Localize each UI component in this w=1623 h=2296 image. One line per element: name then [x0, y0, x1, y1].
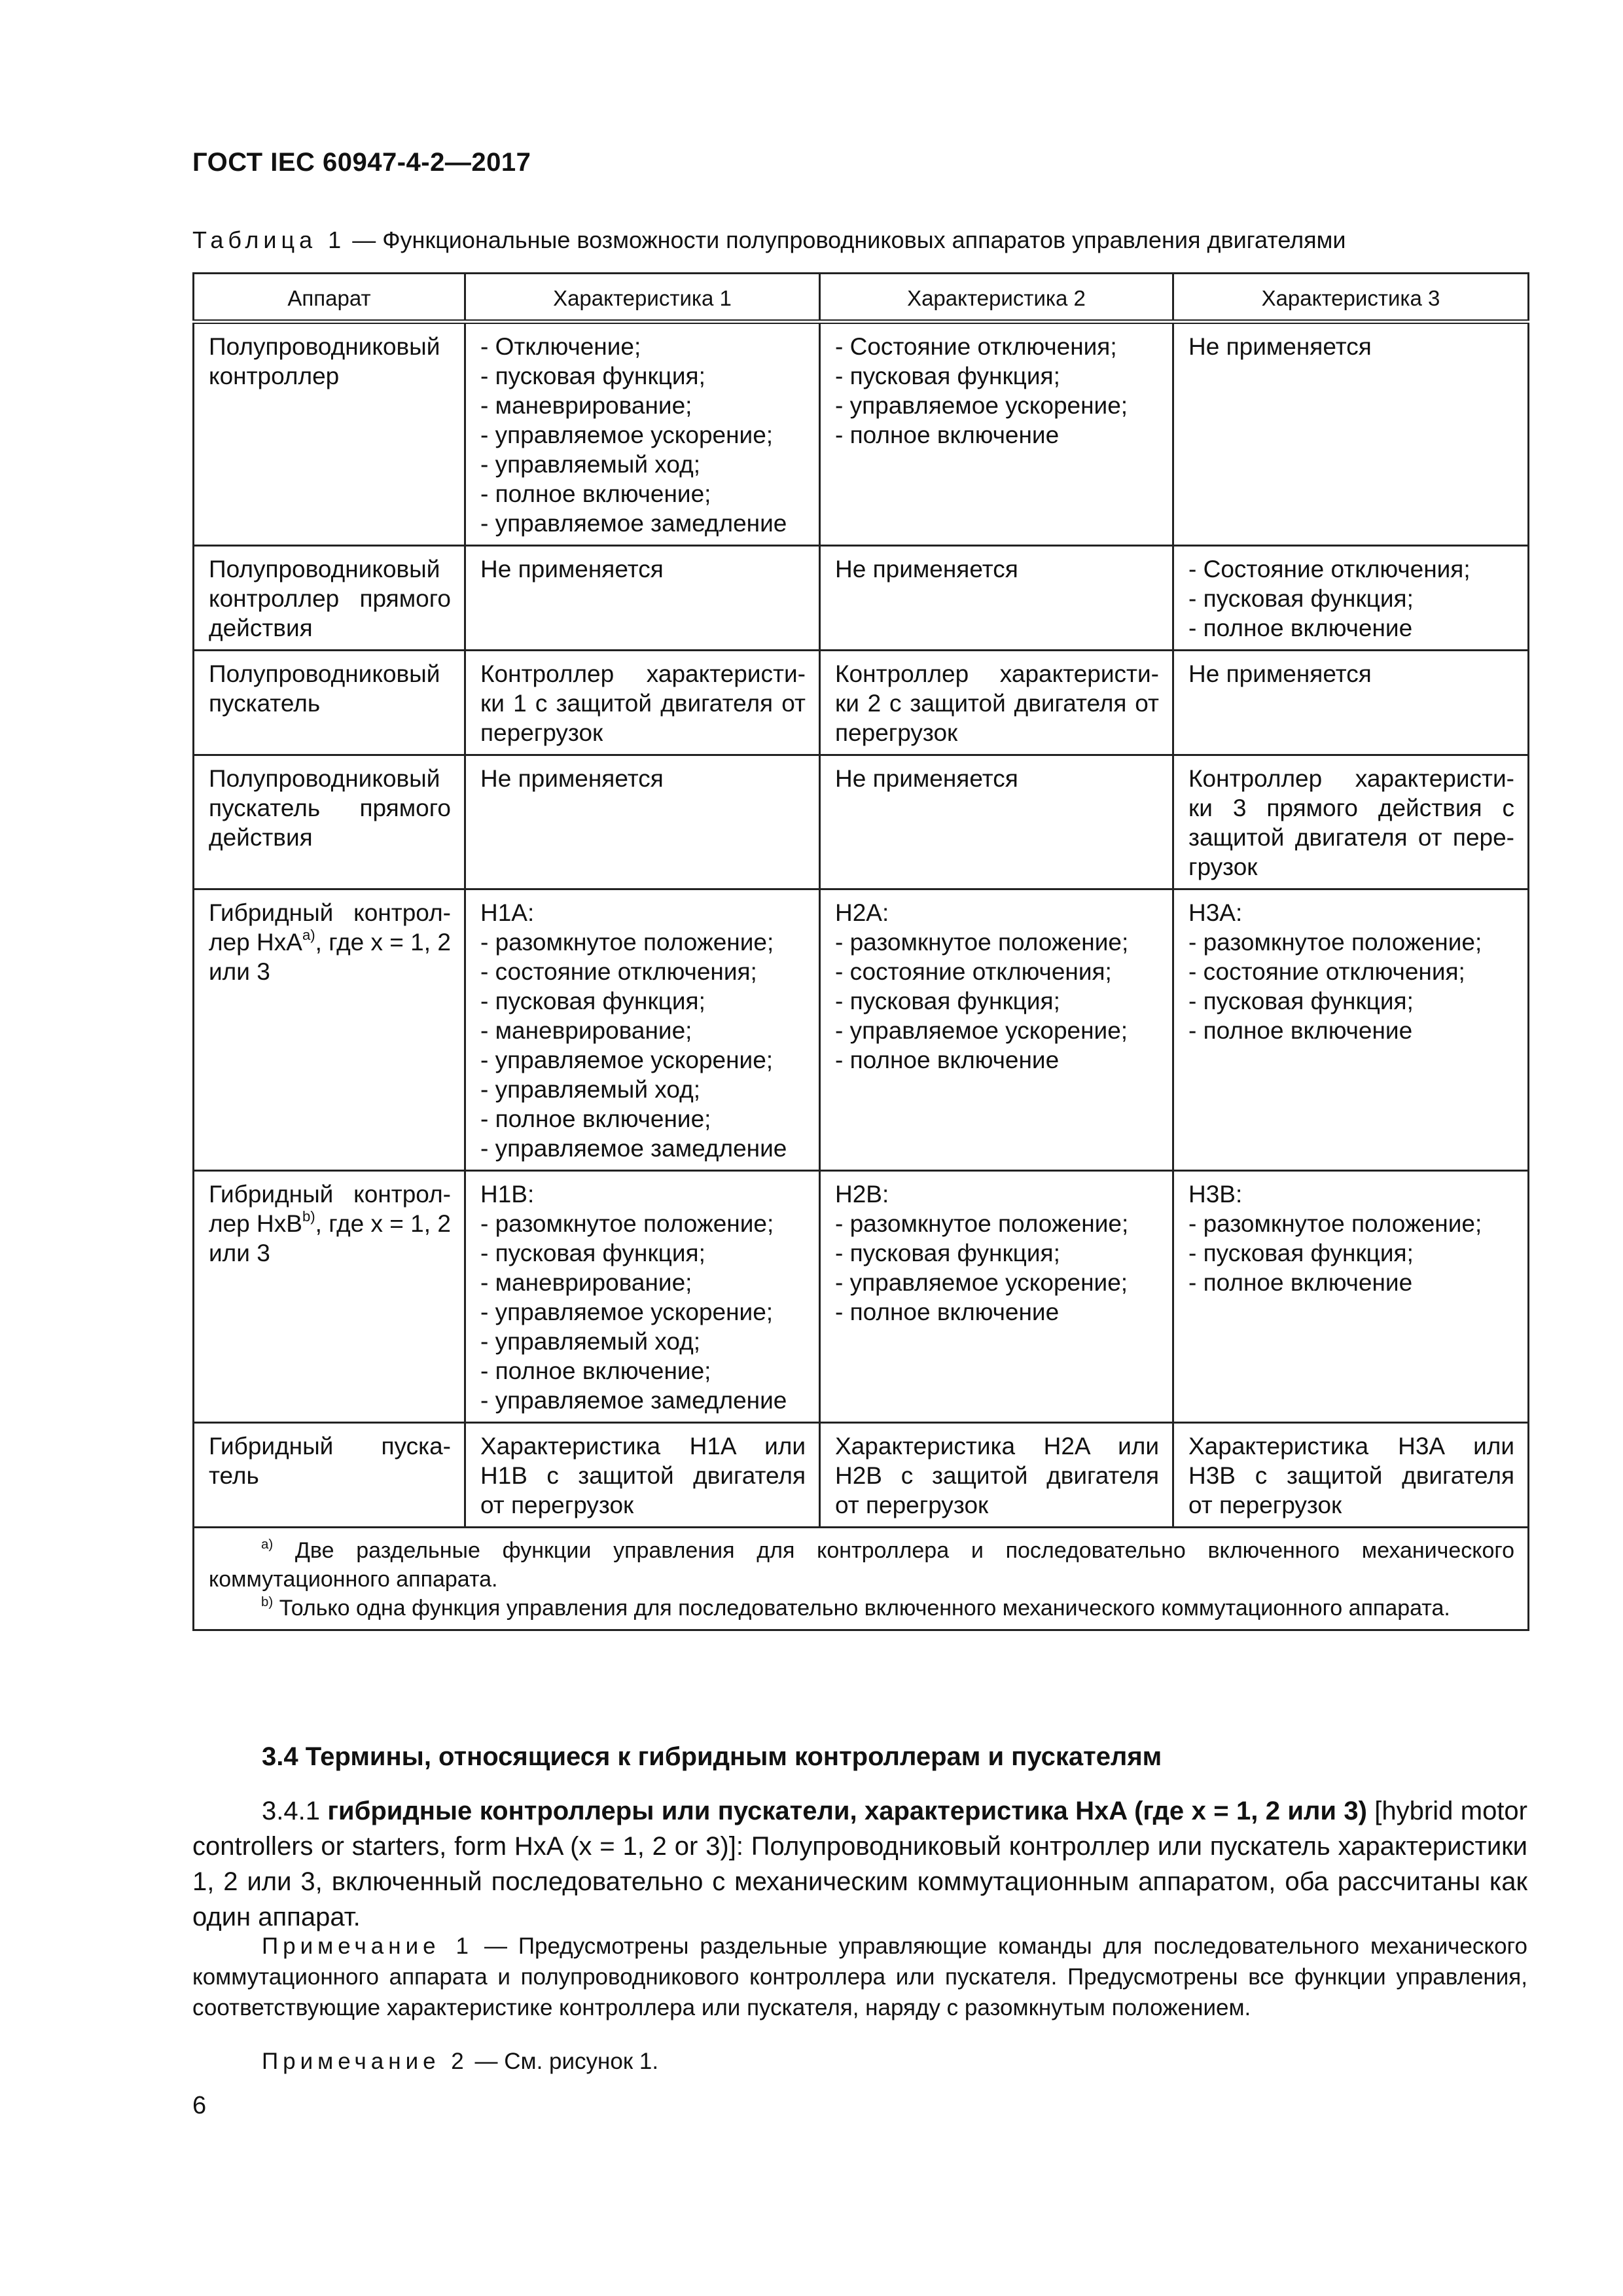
footnote [209, 1594, 1514, 1623]
cell-line: - управляемое ускорение; [480, 422, 774, 448]
table-caption-label: Таблица 1 [192, 226, 346, 253]
cell-line: грузок [1188, 853, 1258, 880]
cell-line: Гибридный контрол- [209, 1181, 451, 1208]
cell-line: Характеристика H3A или [1188, 1433, 1514, 1460]
characteristic-cell [1173, 889, 1529, 1171]
cell-line: H1B: [480, 1181, 535, 1208]
note-1 [192, 1931, 1527, 2023]
characteristic-cell [820, 1423, 1173, 1528]
characteristic-cell [465, 322, 820, 546]
table-caption [192, 226, 1346, 254]
characteristic-cell [1173, 651, 1529, 755]
table-row [194, 755, 1529, 889]
cell-line: - управляемое ускорение; [835, 1017, 1128, 1044]
cell-line-part: лер HxA [209, 929, 302, 956]
cell-line: Полупроводниковый [209, 765, 440, 792]
term-definition: [hybrid motor controllers or starters, form HxA (x = 1, 2 or 3)]: Полупроводниковый контроллер или пускатель характеристики 1, 2 или 3, включенный последовательно с механическим коммутационным аппаратом, оба рассчитаны как один аппарат. [192, 1797, 1527, 1931]
cell-line: - разомкнутое положение; [480, 1210, 774, 1237]
cell-line: - пусковая функция; [480, 363, 705, 389]
cell-line: защитой двигателя от пере- [1188, 824, 1514, 851]
cell-line: H2B с защитой двигателя [835, 1462, 1159, 1489]
cell-line: от перегрузок [1188, 1492, 1342, 1518]
characteristic-cell [1173, 1171, 1529, 1423]
cell-line: - пусковая функция; [835, 988, 1060, 1014]
cell-line: Контроллер характеристи- [480, 660, 806, 687]
cell-line: Не применяется [480, 765, 664, 792]
cell-line: - Отключение; [480, 333, 641, 360]
characteristic-cell [820, 889, 1173, 1171]
column-header: Характеристика 3 [1173, 274, 1529, 322]
cell-line: - пусковая функция; [1188, 988, 1414, 1014]
cell-line: - состояние отключения; [835, 958, 1112, 985]
cell-line: - разомкнутое положение; [835, 929, 1129, 956]
column-header: Характеристика 2 [820, 274, 1173, 322]
cell-line: H3B с защитой двигателя [1188, 1462, 1514, 1489]
functions-table [192, 272, 1529, 1631]
table-row [194, 1423, 1529, 1528]
cell-line: - управляемый ход; [480, 1328, 700, 1355]
note-label: Примечание 2 [262, 2049, 469, 2074]
table-caption-text: — Функциональные возможности полупроводниковых аппаратов управления двигателями [346, 226, 1346, 253]
cell-line: H1B с защитой двигателя [480, 1462, 806, 1489]
cell-line: H3B: [1188, 1181, 1243, 1208]
table-header-row [194, 274, 1529, 322]
footnote-ref: b) [302, 1208, 315, 1225]
cell-line: Не применяется [480, 556, 664, 583]
cell-line: ки 2 с защитой двигателя от [835, 690, 1159, 717]
cell-line: - управляемое замедление [480, 1135, 787, 1162]
term-paragraph [192, 1793, 1527, 1935]
cell-line: - полное включение [835, 1299, 1060, 1325]
table-row [194, 889, 1529, 1171]
cell-line: - управляемое ускорение; [480, 1299, 774, 1325]
cell-line: - полное включение [1188, 615, 1413, 641]
cell-line: действия [209, 615, 313, 641]
cell-line: - полное включение [1188, 1269, 1413, 1296]
characteristic-cell [820, 755, 1173, 889]
cell-line: от перегрузок [835, 1492, 989, 1518]
table-footnotes-row [194, 1528, 1529, 1630]
cell-line: - пусковая функция; [1188, 585, 1414, 612]
characteristic-cell [1173, 322, 1529, 546]
cell-line: - управляемый ход; [480, 1076, 700, 1103]
cell-line: - управляемое замедление [480, 1387, 787, 1414]
footnote-mark: a) [261, 1537, 274, 1552]
cell-line: - маневрирование; [480, 1269, 692, 1296]
device-cell [194, 651, 465, 755]
cell-line: - полное включение; [480, 1357, 711, 1384]
characteristic-cell [820, 322, 1173, 546]
cell-line: Не применяется [835, 556, 1018, 583]
cell-line: - разомкнутое положение; [480, 929, 774, 956]
cell-line: тель [209, 1462, 259, 1489]
cell-line: - управляемое ускорение; [835, 392, 1128, 419]
cell-line: - управляемый ход; [480, 451, 700, 478]
characteristic-cell [1173, 755, 1529, 889]
cell-line [209, 1209, 451, 1238]
characteristic-cell [465, 889, 820, 1171]
device-cell [194, 546, 465, 651]
cell-line: или 3 [209, 958, 270, 985]
cell-line: Полупроводниковый [209, 556, 440, 583]
cell-line: Не применяется [835, 765, 1018, 792]
cell-line: от перегрузок [480, 1492, 634, 1518]
cell-line: - полное включение; [480, 1105, 711, 1132]
characteristic-cell [465, 546, 820, 651]
cell-line: или 3 [209, 1240, 270, 1266]
term-number: 3.4.1 [262, 1797, 328, 1825]
cell-line: H2A: [835, 899, 889, 926]
cell-line: - полное включение [835, 1047, 1060, 1073]
cell-line: - полное включение; [480, 480, 711, 507]
cell-line: - Состояние отключения; [835, 333, 1117, 360]
characteristic-cell [465, 1423, 820, 1528]
cell-line: H2B: [835, 1181, 889, 1208]
device-cell [194, 322, 465, 546]
characteristic-cell [820, 1171, 1173, 1423]
cell-line: Не применяется [1188, 333, 1372, 360]
cell-line: - управляемое ускорение; [835, 1269, 1128, 1296]
cell-line [209, 927, 451, 957]
table-row [194, 651, 1529, 755]
footnote [209, 1536, 1514, 1594]
document-header: ГОСТ IEC 60947-4-2—2017 [192, 148, 531, 177]
cell-line: Контроллер характеристи- [1188, 765, 1514, 792]
footnote-text: Только одна функция управления для последовательно включенного механического коммутационного аппарата. [273, 1596, 1450, 1621]
page-number: 6 [192, 2092, 207, 2119]
cell-line: перегрузок [835, 719, 958, 746]
characteristic-cell [1173, 546, 1529, 651]
cell-line: действия [209, 824, 313, 851]
cell-line: - Состояние отключения; [1188, 556, 1471, 583]
characteristic-cell [465, 1171, 820, 1423]
cell-line: H3A: [1188, 899, 1243, 926]
cell-line: Полупроводниковый [209, 660, 440, 687]
cell-line: - управляемое замедление [480, 510, 787, 537]
footnote-mark: b) [261, 1594, 274, 1609]
cell-line: пускатель [209, 690, 321, 717]
cell-line: ки 3 прямого действия с [1188, 795, 1514, 821]
cell-line: - состояние отключения; [480, 958, 757, 985]
device-cell [194, 889, 465, 1171]
characteristic-cell [465, 755, 820, 889]
cell-line: - пусковая функция; [480, 1240, 705, 1266]
table-row [194, 546, 1529, 651]
characteristic-cell [1173, 1423, 1529, 1528]
cell-line: - пусковая функция; [480, 988, 705, 1014]
cell-line: Гибридный контрол- [209, 899, 451, 926]
cell-line: - разомкнутое положение; [1188, 1210, 1482, 1237]
characteristic-cell [820, 651, 1173, 755]
table-row [194, 322, 1529, 546]
device-cell [194, 1171, 465, 1423]
cell-line: Не применяется [1188, 660, 1372, 687]
cell-line: Гибридный пуска- [209, 1433, 451, 1460]
cell-line: Характеристика H2A или [835, 1433, 1159, 1460]
cell-line: - маневрирование; [480, 1017, 692, 1044]
cell-line: - управляемое ускорение; [480, 1047, 774, 1073]
note-label: Примечание 1 [262, 1933, 473, 1959]
table-footnotes [194, 1528, 1529, 1630]
cell-line: контроллер прямого [209, 585, 451, 612]
cell-line: ки 1 с защитой двигателя от [480, 690, 806, 717]
cell-line: - состояние отключения; [1188, 958, 1465, 985]
cell-line: - пусковая функция; [835, 363, 1060, 389]
cell-line: - полное включение [835, 422, 1060, 448]
note-text: — Предусмотрены раздельные управляющие команды для последовательного механического коммутационного аппарата и полупроводникового контроллера или пускателя. Предусмотрены все функции управления, соответствующие характеристике контроллера или пускателя, наряду с разомкнутым положением. [192, 1933, 1527, 2020]
footnote-ref: a) [302, 927, 315, 944]
column-header: Аппарат [194, 274, 465, 322]
column-header: Характеристика 1 [465, 274, 820, 322]
cell-line: Полупроводниковый [209, 333, 440, 360]
footnote-text: Две раздельные функции управления для контроллера и последовательно включенного механического коммутационного аппарата. [209, 1538, 1514, 1592]
cell-line: перегрузок [480, 719, 603, 746]
cell-line-part: , где x = 1, 2 [315, 1210, 451, 1237]
characteristic-cell [820, 546, 1173, 651]
table-row [194, 1171, 1529, 1423]
cell-line: - пусковая функция; [1188, 1240, 1414, 1266]
cell-line: контроллер [209, 363, 340, 389]
note-2 [262, 2049, 658, 2075]
cell-line: H1A: [480, 899, 535, 926]
term-name: гибридные контроллеры или пускатели, характеристика HxA (где x = 1, 2 или 3) [327, 1797, 1367, 1825]
cell-line: пускатель прямого [209, 795, 451, 821]
cell-line: Контроллер характеристи- [835, 660, 1159, 687]
section-title: 3.4 Термины, относящиеся к гибридным контроллерам и пускателям [262, 1742, 1162, 1771]
cell-line: - пусковая функция; [835, 1240, 1060, 1266]
characteristic-cell [465, 651, 820, 755]
cell-line: - полное включение [1188, 1017, 1413, 1044]
note-text: — См. рисунок 1. [468, 2049, 659, 2074]
cell-line-part: лер HxB [209, 1210, 302, 1237]
cell-line: - разомкнутое положение; [835, 1210, 1129, 1237]
cell-line: - разомкнутое положение; [1188, 929, 1482, 956]
device-cell [194, 755, 465, 889]
device-cell [194, 1423, 465, 1528]
cell-line: Характеристика H1A или [480, 1433, 806, 1460]
cell-line-part: , где x = 1, 2 [315, 929, 451, 956]
cell-line: - маневрирование; [480, 392, 692, 419]
